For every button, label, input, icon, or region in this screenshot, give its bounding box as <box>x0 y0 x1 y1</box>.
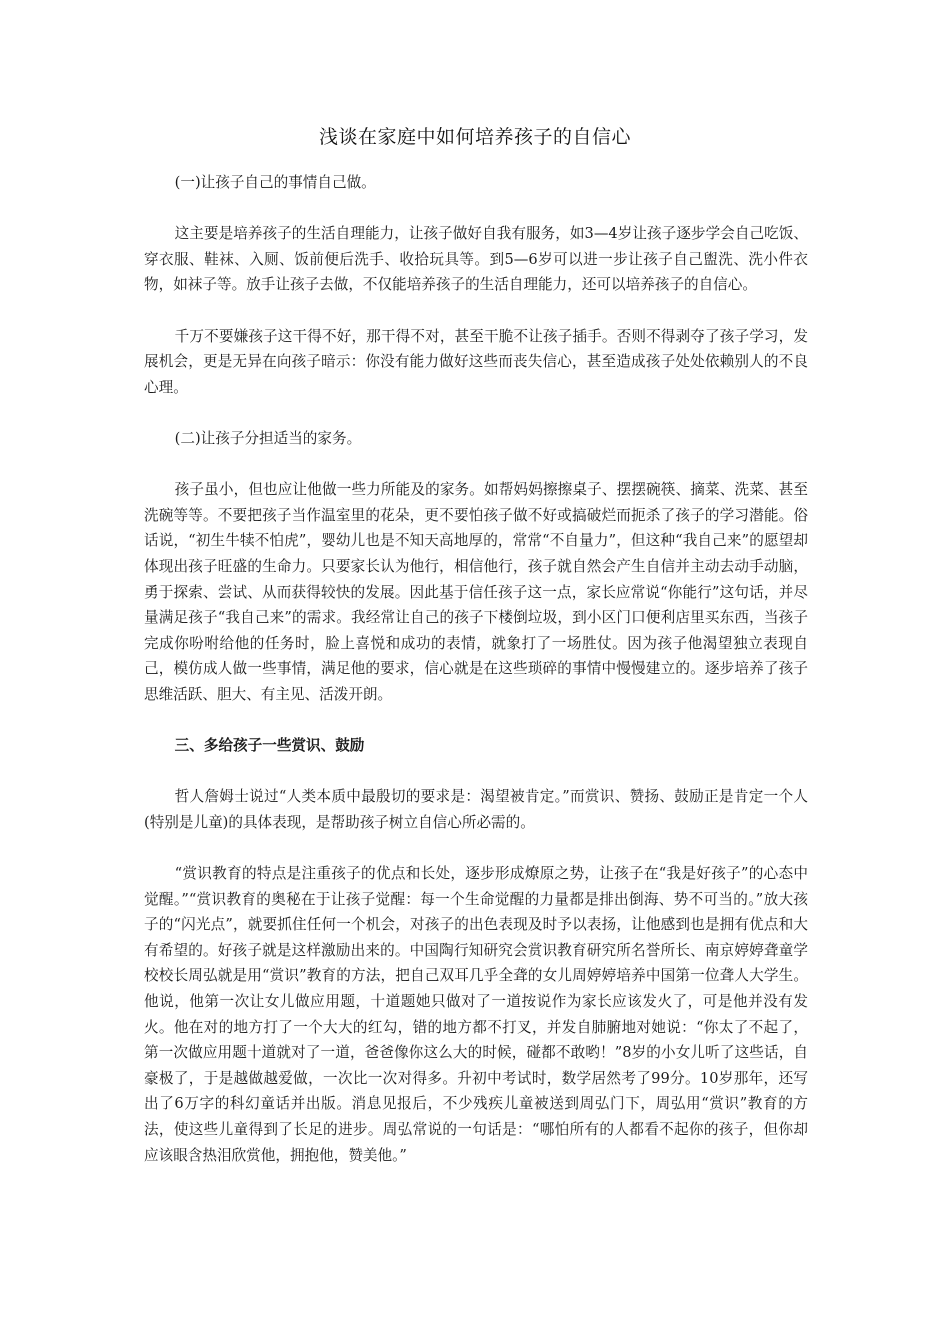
paragraph-4: (二)让孩子分担适当的家务。 <box>174 429 362 447</box>
paragraph-1: (一)让孩子自己的事情自己做。 <box>174 174 376 191</box>
paragraph-3: 千万不要嫌孩子这干得不好，那干得不对，甚至干脆不让孩子插手。否则不得剥夺了孩子学习，发展机会，更是无异在向孩子暗示：你没有能力做好这些而丧失信心，甚至造成孩子处处依赖别人的不良心理。 <box>144 327 808 396</box>
paragraph-5: 孩子虽小，但也应让他做一些力所能及的家务。如帮妈妈擦擦桌子、摆摆碗筷、摘菜、洗菜、甚至洗碗等等。不要把孩子当作温室里的花朵，更不要怕孩子做不好或搞破烂而扼杀了孩子的学习潜能。俗话说，“初生牛犊不怕虎”，婴幼儿也是不知天高地厚的，常常“不自量力”，但这种“我自己来”的愿望却体现出孩子旺盛的生命力。只要家长认为他行，相信他行，孩子就自然会产生自信并主动去动手动脑，勇于探索、尝试、从而获得较快的发展。因此基于信任孩子这一点，家长应常说“你能行”这句话，并尽量满足孩子“我自己来”的需求。我经常让自己的孩子下楼倒垃圾，到小区门口便利店里买东西，当孩子完成你吩咐给他的任务时，脸上喜悦和成功的表情，就象打了一场胜仗。因为孩子他渴望独立表现自己，模仿成人做一些事情，满足他的要求，信心就是在这些琐碎的事情中慢慢建立的。逐步培养了孩子思维活跃、胆大、有主见、活泼开朗。 <box>144 481 808 703</box>
section-heading: 三、多给孩子一些赏识、鼓励 <box>174 737 365 755</box>
document-body <box>144 170 808 1194</box>
paragraph-8: “赏识教育的特点是注重孩子的优点和长处，逐步形成燎原之势，让孩子在“我是好孩子”的心态中觉醒。”“赏识教育的奥秘在于让孩子觉醒：每一个生命觉醒的力量都是排出倒海、势不可当的。”放大孩子的“闪光点”，就要抓住任何一个机会，对孩子的出色表现及时予以表扬，让他感到也是拥有优点和大有希望的。好孩子就是这样激励出来的。中国陶行知研究会赏识教育研究所名誉所长、南京婷婷聋童学校校长周弘就是用“赏识”教育的方法，把自己双耳几乎全聋的女儿周婷婷培养中国第一位聋人大学生。他说，他第一次让女儿做应用题，十道题她只做对了一道按说作为家长应该发火了，可是他并没有发火。他在对的地方打了一个大大的红勾，错的地方都不打叉，并发自肺腑地对她说：“你太了不起了，第一次做应用题十道就对了一道，爸爸像你这么大的时候，碰都不敢哟！”8岁的小女儿听了这些话，自豪极了，于是越做越爱做，一次比一次对得多。升初中考试时，数学居然考了99分。10岁那年，还写出了6万字的科幻童话并出版。消息见报后，不少残疾儿童被送到周弘门下，周弘用“赏识”教育的方法，使这些儿童得到了长足的进步。周弘常说的一句话是：“哪怕所有的人都看不起你的孩子，但你却应该眼含热泪欣赏他，拥抱他，赞美他。” <box>144 865 808 1164</box>
paragraph-7: 哲人詹姆士说过“人类本质中最殷切的要求是：渴望被肯定。”而赏识、赞扬、鼓励正是肯定一个人(特别是儿童)的具体表现，是帮助孩子树立自信心所必需的。 <box>144 788 808 831</box>
paragraph-2: 这主要是培养孩子的生活自理能力，让孩子做好自我有服务，如3—4岁让孩子逐步学会自己吃饭、穿衣服、鞋袜、入厕、饭前便后洗手、收拾玩具等。到5—6岁可以进一步让孩子自己盥洗、洗小件衣物，如袜子等。放手让孩子去做，不仅能培养孩子的生活自理能力，还可以培养孩子的自信心。 <box>144 225 808 294</box>
document-title: 浅谈在家庭中如何培养孩子的自信心 <box>318 126 631 148</box>
